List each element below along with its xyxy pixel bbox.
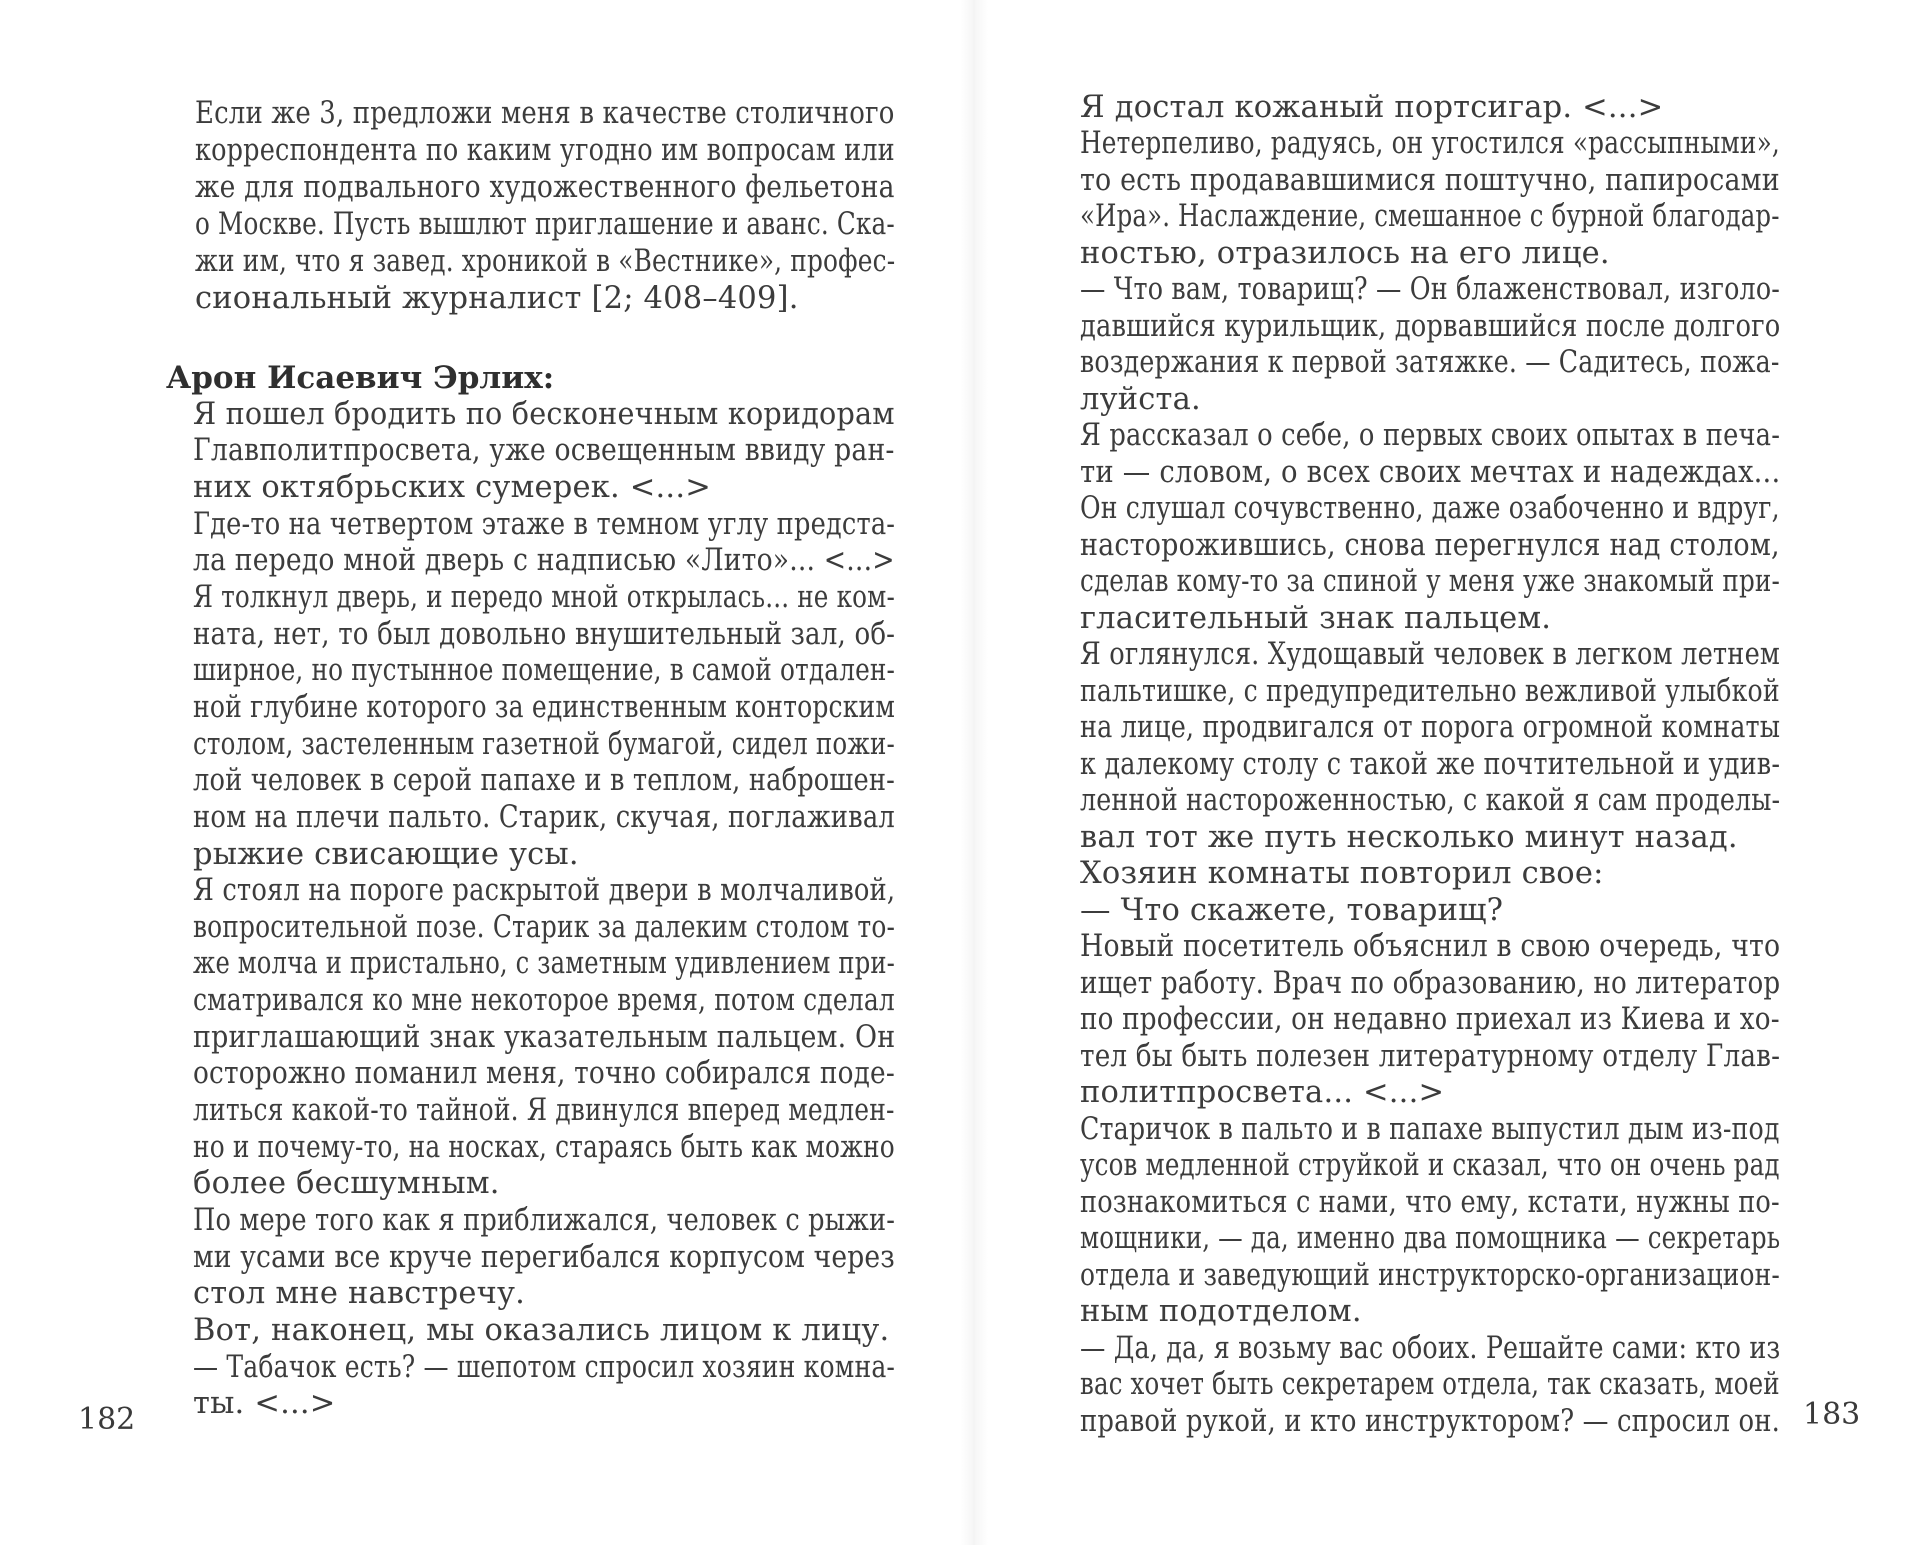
text-line: ната, нет, то был довольно внушительный зал, об- <box>193 617 896 652</box>
text-line: лой человек в серой папахе и в теплом, наброшен- <box>193 763 895 798</box>
text-line: ты. <...> <box>193 1386 336 1421</box>
text-line: к далекому столу с такой же почтительной и удив- <box>1080 747 1781 782</box>
text-line: тел бы быть полезен литературному отделу Глав- <box>1080 1039 1781 1074</box>
text-line: Я толкнул дверь, и передо мной открылась... не ком- <box>193 580 896 615</box>
text-line: — Что вам, товарищ? — Он блаженствовал, изголо- <box>1080 272 1781 307</box>
text-line: Я стоял на пороге раскрытой двери в молчаливой, <box>193 873 896 908</box>
text-line: давшийся курильщик, дорвавшийся после долгого <box>1080 309 1781 344</box>
text-line: то есть продававшимися поштучно, папиросами <box>1080 163 1780 198</box>
text-line: «Ира». Наслаждение, смешанное с бурной благодар- <box>1080 199 1780 234</box>
text-line: воздержания к первой затяжке. — Садитесь, пожа- <box>1080 345 1780 380</box>
page-number-left: 182 <box>78 1402 136 1437</box>
quote-line: же для подвального художественного фельетона <box>195 170 895 205</box>
text-line: ным подотделом. <box>1080 1294 1362 1329</box>
text-line: осторожно поманил меня, точно собирался поде- <box>193 1056 895 1091</box>
text-line: отдела и заведующий инструкторско-организацион- <box>1080 1258 1781 1293</box>
text-line: сматривался ко мне некоторое время, потом сделал <box>193 983 895 1018</box>
quote-line: сиональный журналист [2; 408–409]. <box>195 281 799 316</box>
text-line: Нетерпеливо, радуясь, он угостился «рассыпными», <box>1080 126 1780 161</box>
text-line: литься какой-то тайной. Я двинулся вперед медлен- <box>193 1093 895 1128</box>
text-line: Вот, наконец, мы оказались лицом к лицу. <box>193 1313 890 1348</box>
text-line: мощники, — да, именно два помощника — секретарь <box>1080 1221 1781 1256</box>
text-line: Где-то на четвертом этаже в темном углу предста- <box>193 507 896 542</box>
text-line: познакомиться с нами, что ему, кстати, нужны по- <box>1080 1185 1780 1220</box>
text-line: столом, застеленным газетной бумагой, сидел пожи- <box>193 727 895 762</box>
text-line: Он слушал сочувственно, даже озабоченно и вдруг, <box>1080 491 1780 526</box>
text-line: Хозяин комнаты повторил свое: <box>1080 856 1604 891</box>
text-line: По мере того как я приближался, человек с рыжи- <box>193 1203 896 1238</box>
quote-line: корреспондента по каким угодно им вопросам или <box>195 133 895 168</box>
text-line: ленной настороженностью, с какой я сам проделы- <box>1080 783 1781 818</box>
quote-line: жи им, что я завед. хроникой в «Вестнике», профес- <box>195 244 896 279</box>
text-line: вал тот же путь несколько минут назад. <box>1080 820 1738 855</box>
text-line: приглашающий знак указательным пальцем. Он <box>193 1020 896 1055</box>
text-line: вопросительной позе. Старик за далеким столом то- <box>193 910 896 945</box>
text-line: — Табачок есть? — шепотом спросил хозяин комна- <box>193 1350 896 1385</box>
text-line: более бесшумным. <box>193 1166 500 1201</box>
quote-line: Если же 3, предложи меня в качестве столичного <box>195 96 895 131</box>
text-line: политпросвета... <...> <box>1080 1075 1445 1110</box>
text-line: усов медленной струйкой и сказал, что он очень рад <box>1080 1148 1780 1183</box>
text-line: гласительный знак пальцем. <box>1080 601 1552 636</box>
text-line: правой рукой, и кто инструктором? — спросил он. <box>1080 1404 1781 1439</box>
text-line: Я пошел бродить по бесконечным коридорам <box>193 397 895 432</box>
text-line: вас хочет быть секретарем отдела, так сказать, моей <box>1080 1367 1780 1402</box>
text-line: ном на плечи пальто. Старик, скучая, поглаживал <box>193 800 895 835</box>
text-line: них октябрьских сумерек. <...> <box>193 470 711 505</box>
text-line: рыжие свисающие усы. <box>193 837 579 872</box>
text-line: ти — словом, о всех своих мечтах и надеждах... <box>1080 455 1781 490</box>
text-line: луйста. <box>1080 382 1201 417</box>
page-number-right: 183 <box>1803 1397 1861 1432</box>
text-line: Старичок в пальто и в папахе выпустил дым из-под <box>1080 1112 1780 1147</box>
text-line: Я достал кожаный портсигар. <...> <box>1080 90 1664 125</box>
text-line: ностью, отразилось на его лице. <box>1080 236 1610 271</box>
text-line: пальтишке, с предупредительно вежливой улыбкой <box>1080 674 1780 709</box>
text-line: Я оглянулся. Худощавый человек в легком летнем <box>1080 637 1781 672</box>
text-line: сделав кому-то за спиной у меня уже знакомый при- <box>1080 564 1780 599</box>
text-line: Новый посетитель объяснил в свою очередь, что <box>1080 929 1781 964</box>
text-line: на лице, продвигался от порога огромной комнаты <box>1080 710 1781 745</box>
quote-line: о Москве. Пусть вышлют приглашение и аванс. Ска- <box>195 207 895 242</box>
text-line: же молча и пристально, с заметным удивлением при- <box>193 946 896 981</box>
speaker-heading: Арон Исаевич Эрлих: <box>166 360 555 396</box>
text-line: но и почему-то, на носках, стараясь быть как можно <box>193 1130 895 1165</box>
text-line: насторожившись, снова перегнулся над столом, <box>1080 528 1780 563</box>
text-line: ла передо мной дверь с надписью «Лито»... <...> <box>193 543 895 578</box>
text-line: — Что скажете, товарищ? <box>1080 893 1504 928</box>
text-line: по профессии, он недавно приехал из Киева и хо- <box>1080 1002 1780 1037</box>
text-line: стол мне навстречу. <box>193 1276 526 1311</box>
text-line: ной глубине которого за единственным конторским <box>193 690 896 725</box>
text-line: ми усами все круче перегибался корпусом через <box>193 1240 895 1275</box>
left-page <box>0 0 960 1545</box>
text-line: Главполитпросвета, уже освещенным ввиду ран- <box>193 433 895 468</box>
text-line: Я рассказал о себе, о первых своих опытах в печа- <box>1080 418 1781 453</box>
text-line: — Да, да, я возьму вас обоих. Решайте сами: кто из <box>1080 1331 1781 1366</box>
text-line: ищет работу. Врач по образованию, но литератор <box>1080 966 1781 1001</box>
text-line: ширное, но пустынное помещение, в самой отдален- <box>193 653 896 688</box>
